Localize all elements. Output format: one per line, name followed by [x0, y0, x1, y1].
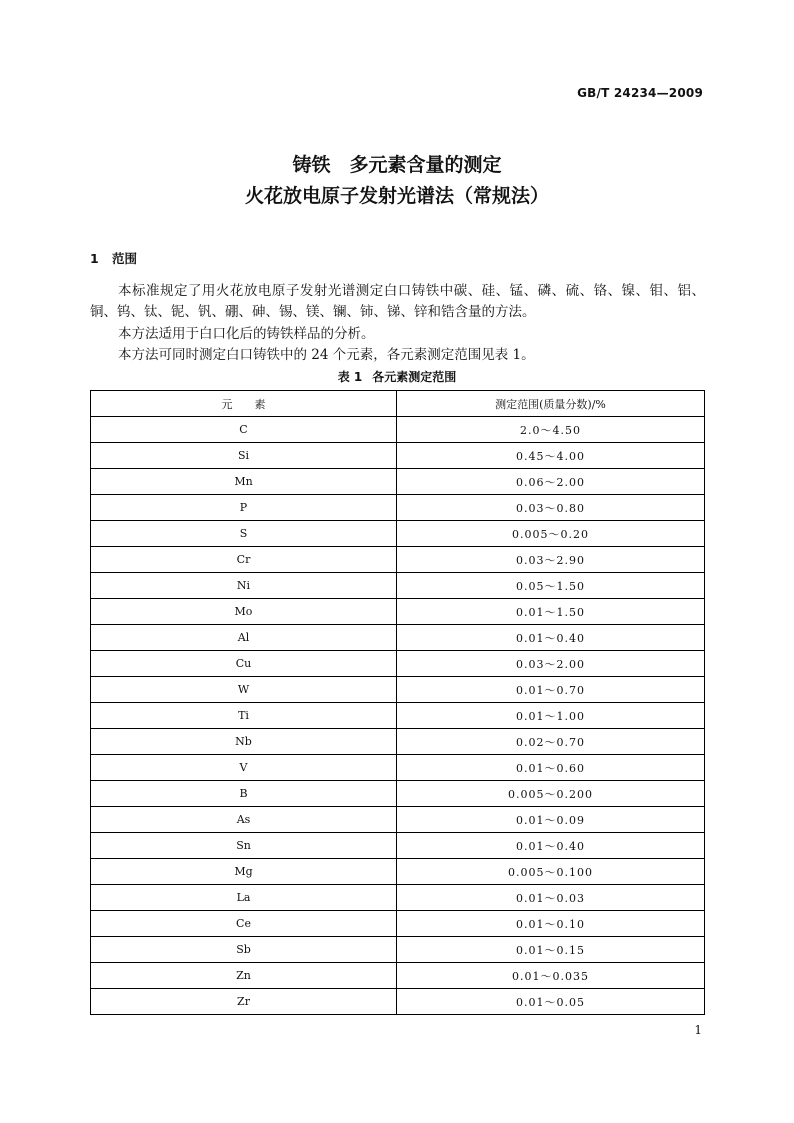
- table-row: [91, 859, 705, 885]
- section-number: 1: [90, 251, 99, 266]
- table-row: [91, 599, 705, 625]
- range-cell: 2.0～4.50: [397, 417, 705, 443]
- range-cell: 0.01～0.70: [397, 677, 705, 703]
- element-cell: Cu: [91, 651, 397, 677]
- element-cell: Ti: [91, 703, 397, 729]
- table-caption: [0, 369, 794, 385]
- table-row: [91, 469, 705, 495]
- element-cell: Nb: [91, 729, 397, 755]
- range-cell: 0.45～4.00: [397, 443, 705, 469]
- range-cell: 0.02～0.70: [397, 729, 705, 755]
- table-row: [91, 417, 705, 443]
- header-element: 元 素: [91, 391, 397, 417]
- header-range: 测定范围(质量分数)/%: [397, 391, 705, 417]
- page-number: 1: [694, 1023, 702, 1037]
- table-row: [91, 573, 705, 599]
- range-cell: 0.03～2.00: [397, 651, 705, 677]
- paragraph-applicability: 本方法适用于白口化后的铸铁样品的分析。: [118, 325, 375, 342]
- element-range-table: [90, 390, 705, 1015]
- range-cell: 0.01～0.40: [397, 833, 705, 859]
- element-cell: Ni: [91, 573, 397, 599]
- element-cell: Zr: [91, 989, 397, 1015]
- table-caption-title: 各元素测定范围: [372, 370, 457, 384]
- table-row: [91, 651, 705, 677]
- element-cell: S: [91, 521, 397, 547]
- table-row: [91, 625, 705, 651]
- table-row: [91, 443, 705, 469]
- element-cell: Cr: [91, 547, 397, 573]
- section-title: 范围: [112, 251, 138, 266]
- range-cell: 0.01～0.60: [397, 755, 705, 781]
- range-cell: 0.01～0.10: [397, 911, 705, 937]
- table-row: [91, 911, 705, 937]
- range-cell: 0.03～2.90: [397, 547, 705, 573]
- range-cell: 0.01～0.40: [397, 625, 705, 651]
- table-row: [91, 807, 705, 833]
- paragraph-element-count: 本方法可同时测定白口铸铁中的 24 个元素，各元素测定范围见表 1。: [118, 346, 535, 363]
- element-cell: Al: [91, 625, 397, 651]
- element-cell: Sb: [91, 937, 397, 963]
- element-cell: Ce: [91, 911, 397, 937]
- element-cell: B: [91, 781, 397, 807]
- range-cell: 0.03～0.80: [397, 495, 705, 521]
- section-heading: [90, 251, 137, 267]
- table-row: [91, 521, 705, 547]
- table-header-row: [91, 391, 705, 417]
- range-cell: 0.005～0.20: [397, 521, 705, 547]
- table-row: [91, 781, 705, 807]
- range-cell: 0.005～0.200: [397, 781, 705, 807]
- element-cell: Si: [91, 443, 397, 469]
- table-body: [91, 417, 705, 1015]
- table-row: [91, 937, 705, 963]
- range-cell: 0.01～0.15: [397, 937, 705, 963]
- section-body: [90, 281, 705, 366]
- range-cell: 0.05～1.50: [397, 573, 705, 599]
- range-cell: 0.005～0.100: [397, 859, 705, 885]
- table-row: [91, 547, 705, 573]
- standard-code: GB/T 24234—2009: [577, 86, 703, 100]
- element-cell: La: [91, 885, 397, 911]
- range-cell: 0.01～0.05: [397, 989, 705, 1015]
- element-cell: C: [91, 417, 397, 443]
- element-cell: V: [91, 755, 397, 781]
- element-cell: Zn: [91, 963, 397, 989]
- range-cell: 0.01～1.00: [397, 703, 705, 729]
- range-cell: 0.01～0.035: [397, 963, 705, 989]
- title-line-1: 铸铁 多元素含量的测定: [292, 154, 502, 176]
- table-row: [91, 755, 705, 781]
- element-cell: As: [91, 807, 397, 833]
- element-cell: Mn: [91, 469, 397, 495]
- table-caption-number: 表 1: [337, 370, 363, 384]
- table-row: [91, 495, 705, 521]
- range-cell: 0.01～0.09: [397, 807, 705, 833]
- table-row: [91, 885, 705, 911]
- element-cell: P: [91, 495, 397, 521]
- table-row: [91, 989, 705, 1015]
- range-cell: 0.06～2.00: [397, 469, 705, 495]
- element-cell: W: [91, 677, 397, 703]
- table-row: [91, 963, 705, 989]
- paragraph-scope: 本标准规定了用火花放电原子发射光谱测定白口铸铁中碳、硅、锰、磷、硫、铬、镍、钼、铝、铜、钨、钛、铌、钒、硼、砷、锡、镁、镧、铈、锑、锌和锆含量的方法。: [90, 283, 705, 321]
- table-row: [91, 729, 705, 755]
- range-cell: 0.01～1.50: [397, 599, 705, 625]
- document-title: [0, 150, 794, 212]
- title-line-2: 火花放电原子发射光谱法（常规法）: [244, 185, 549, 207]
- element-cell: Mg: [91, 859, 397, 885]
- element-cell: Mo: [91, 599, 397, 625]
- table-row: [91, 677, 705, 703]
- table-row: [91, 833, 705, 859]
- table-row: [91, 703, 705, 729]
- range-cell: 0.01～0.03: [397, 885, 705, 911]
- element-cell: Sn: [91, 833, 397, 859]
